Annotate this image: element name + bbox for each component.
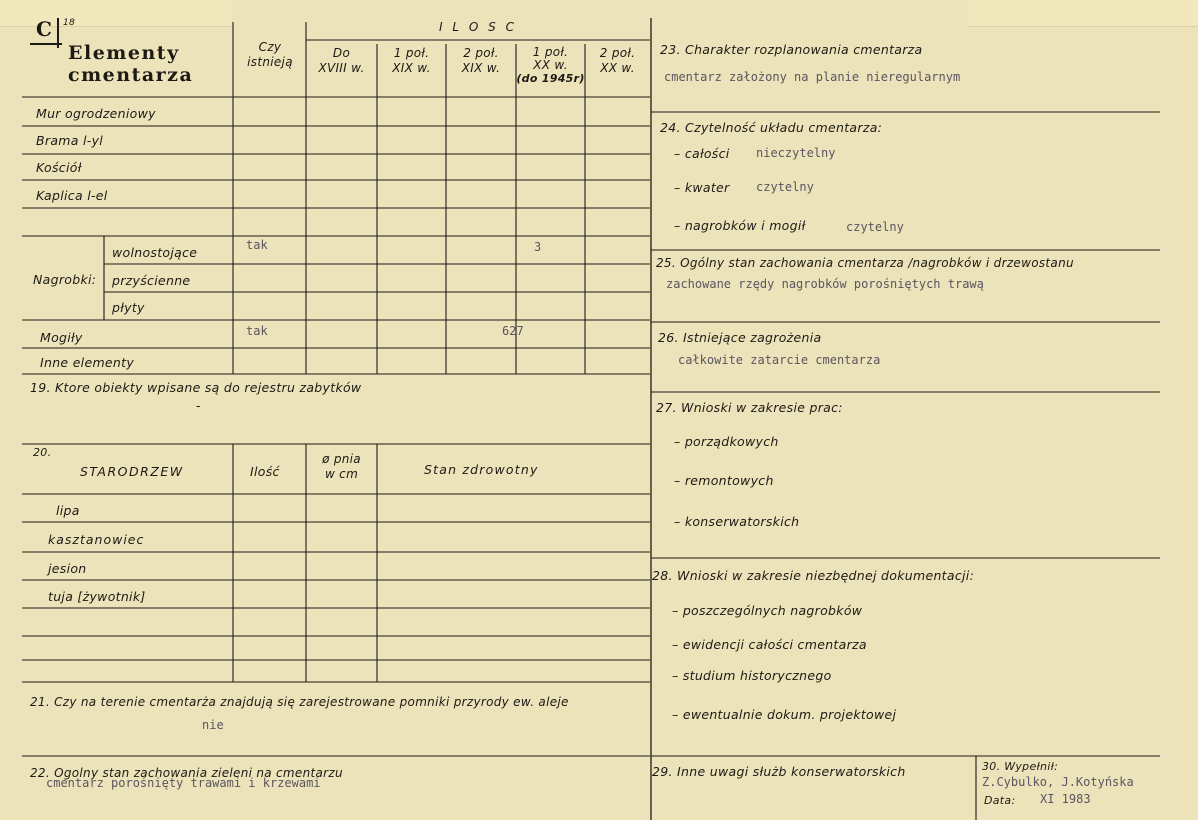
- q25-label: 25. Ogólny stan zachowania cmentarza /nagrobków i drzewostanu: [656, 256, 1074, 270]
- q26-label: 26. Istniejące zagrożenia: [658, 330, 822, 345]
- trees-count-header: Ilość: [250, 464, 280, 479]
- tree-row-ash: jesion: [48, 561, 87, 576]
- q27-item-repairs: – remontowych: [674, 473, 774, 488]
- graves-count: 627: [502, 324, 524, 338]
- q27-item-cleanup: – porządkowych: [674, 434, 779, 449]
- q24-answer-graves: czytelny: [846, 220, 904, 234]
- q21-answer: nie: [202, 718, 224, 732]
- row-label-wall-mounted: przyścienne: [112, 273, 191, 288]
- row-label-graves: Mogiły: [40, 330, 83, 345]
- period-header-19c-1: 1 poł. XIX w.: [392, 46, 431, 75]
- q27-item-conservation: – konserwatorskich: [674, 514, 800, 529]
- q22-label: 22. Ogolny stan zachowania zieleni na cmentarzu: [30, 766, 343, 780]
- title-line-2: cmentarza: [68, 64, 194, 86]
- trees-health-header: Stan zdrowotny: [424, 462, 539, 477]
- nagrobki-label: Nagrobki:: [33, 272, 97, 287]
- tree-row-chestnut: kasztanowiec: [48, 532, 145, 547]
- q19-label: 19. Ktore obiekty wpisane są do rejestru zabytków: [30, 380, 362, 395]
- q30-date: XI 1983: [1040, 792, 1091, 806]
- q24-label: 24. Czytelność układu cmentarza:: [660, 120, 883, 135]
- period-header-20c-2: 2 poł. XX w.: [599, 46, 636, 75]
- row-label-chapel: Kaplica l-el: [36, 188, 108, 203]
- q23-label: 23. Charakter rozplanowania cmentarza: [660, 42, 923, 57]
- q30-date-label: Data:: [984, 794, 1016, 807]
- q21-label: 21. Czy na terenie cmentarża znajdują się zarejestrowane pomniki przyrody ew. aleje: [30, 695, 569, 709]
- ilosc-header: I L O S C: [439, 20, 517, 34]
- q28-item-history: – studium historycznego: [672, 668, 832, 683]
- q28-label: 28. Wnioski w zakresie niezbędnej dokumentacji:: [652, 568, 975, 583]
- section-letter: C: [36, 17, 54, 41]
- q24-answer-quarters: czytelny: [756, 180, 814, 194]
- trees-header: STARODRZEW: [80, 464, 184, 479]
- q24-item-whole: – całości: [674, 146, 730, 161]
- freestanding-count: 3: [534, 240, 542, 254]
- tree-row-linden: lipa: [56, 503, 80, 518]
- row-label-wall: Mur ogrodzeniowy: [36, 106, 156, 121]
- row-label-church: Kościół: [36, 160, 82, 175]
- q28-item-records: – ewidencji całości cmentarza: [672, 637, 867, 652]
- title-line-1: Elementy: [68, 42, 180, 64]
- row-label-freestanding: wolnostojące: [112, 245, 198, 260]
- q24-item-quarters: – kwater: [674, 180, 730, 195]
- q28-item-individual: – poszczególnych nagrobków: [672, 603, 863, 618]
- row-label-gate: Brama l-yl: [36, 133, 104, 148]
- q24-answer-whole: nieczytelny: [756, 146, 836, 160]
- q22-answer: cmentarz porośnięty trawami i krzewami: [46, 776, 321, 790]
- period-header-20c-1: 1 poł. XX w. (do 1945r): [516, 45, 585, 85]
- row-label-other: Inne elementy: [40, 355, 135, 370]
- period-header-19c-2: 2 poł. XIX w.: [461, 46, 501, 75]
- q20-number: 20.: [33, 446, 52, 459]
- q30-names: Z.Cybulko, J.Kotyńska: [982, 775, 1134, 789]
- q26-answer: całkowite zatarcie cmentarza: [678, 353, 881, 367]
- q24-item-graves: – nagrobków i mogił: [674, 218, 806, 233]
- period-header-18c: Do XVIII w.: [318, 46, 365, 75]
- tree-row-thuja: tuja [żywotnik]: [48, 589, 146, 604]
- q27-label: 27. Wnioski w zakresie prac:: [656, 400, 843, 415]
- q29-label: 29. Inne uwagi służb konserwatorskich: [652, 764, 906, 779]
- q19-answer: -: [196, 398, 201, 413]
- trees-diameter-header: ø pnia w cm: [322, 452, 361, 481]
- row-label-slabs: płyty: [112, 300, 145, 315]
- q25-answer: zachowane rzędy nagrobków porośniętych trawą: [666, 277, 984, 291]
- freestanding-exists: tak: [246, 238, 268, 252]
- q23-answer: cmentarz założony na planie nieregularnym: [664, 70, 961, 84]
- graves-exists: tak: [246, 324, 268, 338]
- q28-item-design: – ewentualnie dokum. projektowej: [672, 707, 897, 722]
- section-number: 18: [63, 18, 76, 28]
- col-exists-header: Czy istnieją: [247, 40, 293, 69]
- q30-label: 30. Wypełnił:: [982, 760, 1059, 773]
